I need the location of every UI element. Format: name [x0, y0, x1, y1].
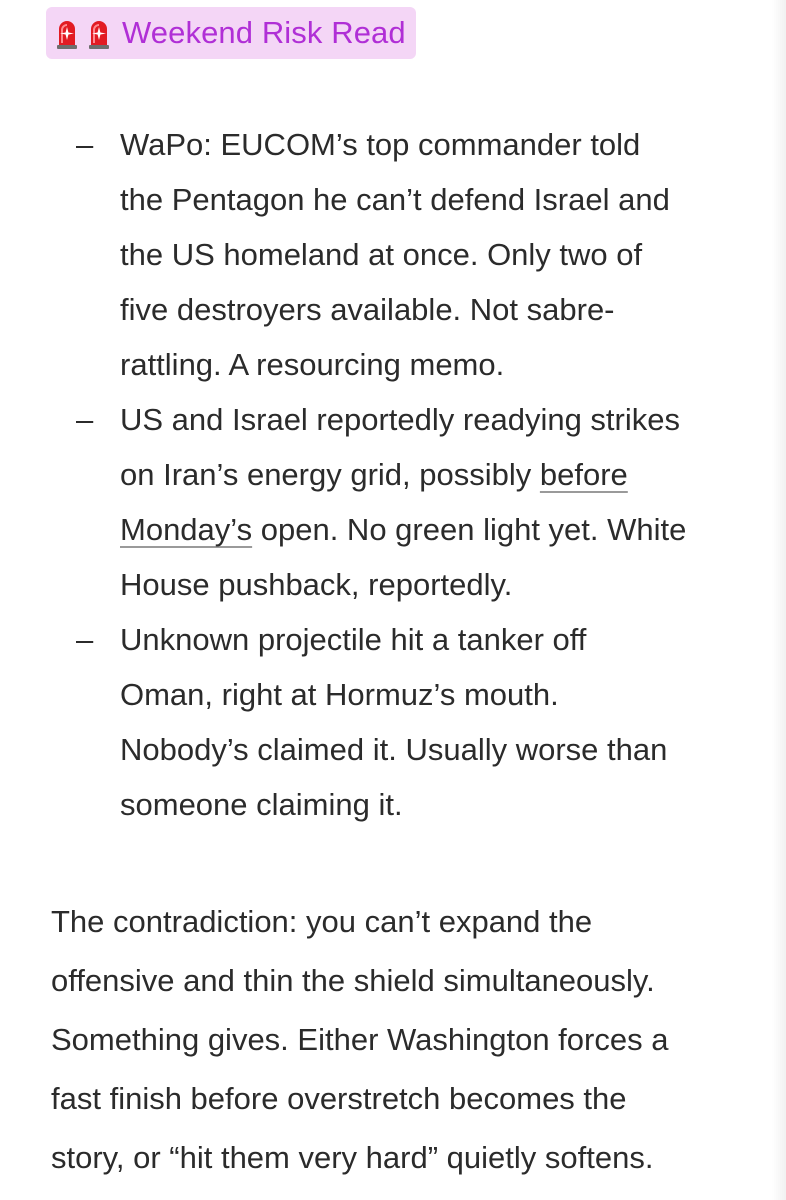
body-paragraph [51, 892, 668, 1187]
text-line [120, 447, 756, 502]
text-line: offensive and thin the shield simultaneously. [51, 963, 655, 998]
siren-icon [54, 16, 80, 50]
text-line: WaPo: EUCOM’s top commander told [120, 127, 641, 162]
text-line: US and Israel reportedly readying strikes [120, 402, 680, 437]
text-segment: open. No green light yet. White [252, 512, 687, 547]
text-line: Something gives. Either Washington forces a [51, 1022, 669, 1057]
text-line [120, 502, 756, 557]
tag-label: Weekend Risk Read [122, 15, 406, 50]
text-line: The contradiction: you can’t expand the [51, 904, 593, 939]
text-line: five destroyers available. Not sabre- [120, 292, 615, 327]
bullet-dash: – [76, 127, 94, 162]
text-line: someone claiming it. [120, 787, 403, 822]
text-line: rattling. A resourcing memo. [120, 347, 505, 382]
bullet-dash: – [76, 402, 94, 437]
text-segment: on Iran’s energy grid, possibly [120, 457, 540, 492]
text-line: Oman, right at Hormuz’s mouth. [120, 677, 559, 712]
list-item [0, 392, 786, 612]
text-line: Unknown projectile hit a tanker off [120, 622, 587, 657]
list-item [0, 117, 786, 392]
list-item [0, 612, 786, 832]
text-line: fast finish before overstretch becomes the [51, 1081, 627, 1116]
siren-icon [86, 16, 112, 50]
text-line: House pushback, reportedly. [120, 567, 513, 602]
bullet-dash: – [76, 622, 94, 657]
date-link[interactable]: before [539, 457, 628, 492]
text-line: story, or “hit them very hard” quietly softens. [51, 1140, 654, 1175]
text-line: the US homeland at once. Only two of [120, 237, 643, 272]
date-link[interactable]: Monday’s [120, 512, 253, 547]
section-tag [46, 7, 416, 59]
text-line: the Pentagon he can’t defend Israel and [120, 182, 670, 217]
bullet-list [0, 117, 786, 832]
text-line: Nobody’s claimed it. Usually worse than [120, 732, 668, 767]
